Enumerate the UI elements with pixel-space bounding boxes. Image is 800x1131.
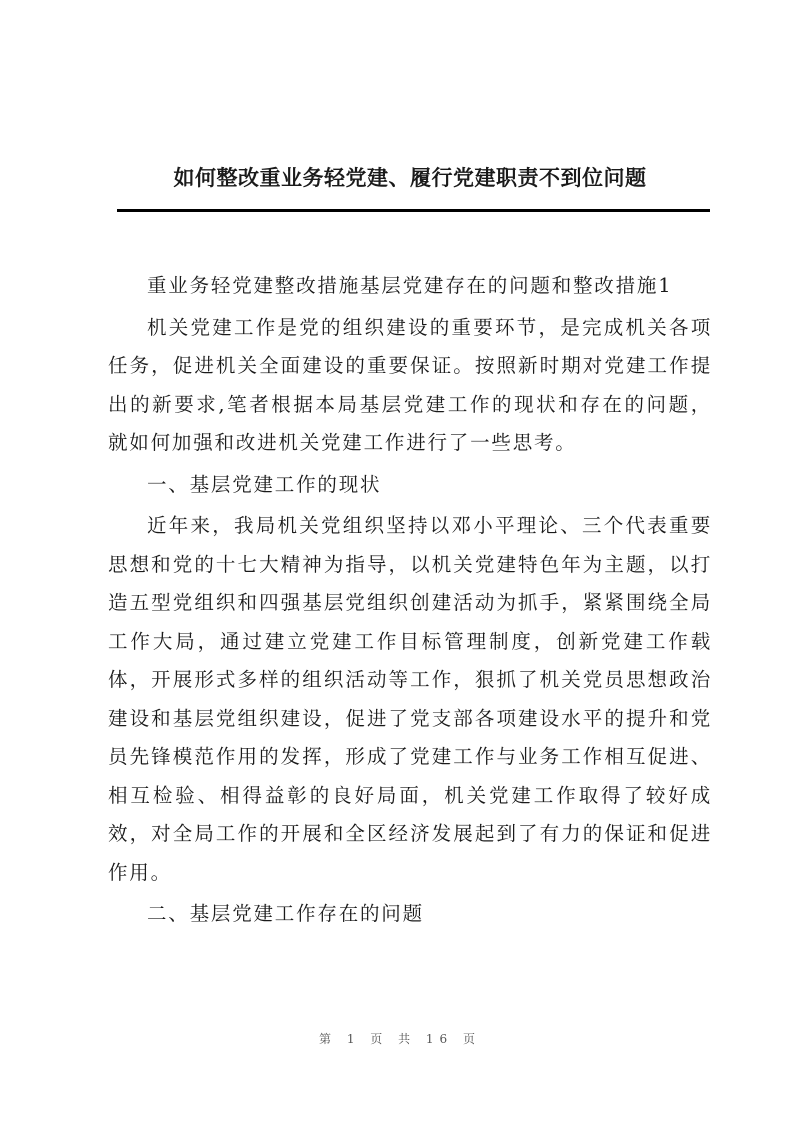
- document-title: 如何整改重业务轻党建、履行党建职责不到位问题: [173, 165, 647, 190]
- document-body: [108, 267, 712, 937]
- paragraph-status: 近年来，我局机关党组织坚持以邓小平理论、三个代表重要思想和党的十七大精神为指导，以机关党建特色年为主题，以打造五型党组织和四强基层党组织创建活动为抓手，紧紧围绕全局工作大局，通过建立党建工作目标管理制度，创新党建工作载体，开展形式多样的组织活动等工作，狠抓了机关党员思想政治建设和基层党组织建设，促进了党支部各项建设水平的提升和党员先锋模范作用的发挥，形成了党建工作与业务工作相互促进、相互检验、相得益彰的良好局面，机关党建工作取得了较好成效，对全局工作的开展和全区经济发展起到了有力的保证和促进作用。: [108, 514, 712, 884]
- section-heading-problems: 二、基层党建工作存在的问题: [147, 902, 424, 925]
- section-heading-status: 一、基层党建工作的现状: [147, 472, 382, 496]
- page-footer: 第 1 页 共 16 页: [319, 1032, 481, 1046]
- paragraph-subtitle: 重业务轻党建整改措施基层党建存在的问题和整改措施1: [147, 274, 673, 297]
- title-divider: [117, 209, 710, 212]
- paragraph-intro: 机关党建工作是党的组织建设的重要环节，是完成机关各项任务，促进机关全面建设的重要保证。按照新时期对党建工作提出的新要求,笔者根据本局基层党建工作的现状和存在的问题，就如何加强和改进机关党建工作进行了一些思考。: [108, 315, 712, 454]
